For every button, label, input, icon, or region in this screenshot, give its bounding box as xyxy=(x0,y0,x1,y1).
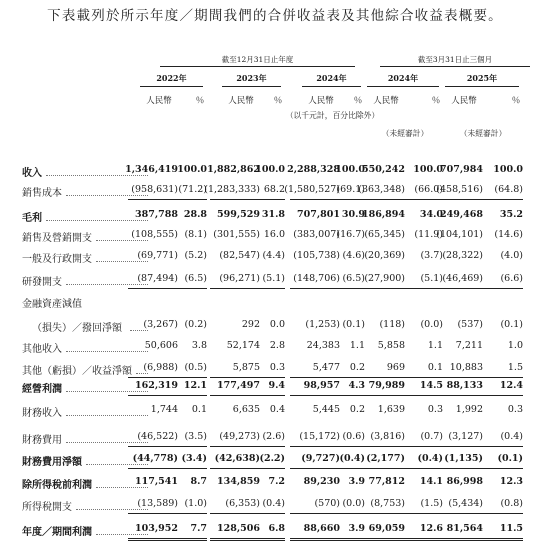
percent-cell: (69.1) xyxy=(336,184,365,195)
row-label: 經營利潤 xyxy=(22,384,62,395)
percent-cell: (4.6) xyxy=(342,250,365,261)
amount-cell: 599,529 xyxy=(217,209,260,220)
amount-cell: 24,383 xyxy=(306,340,340,351)
percent-cell: (16.7) xyxy=(336,229,365,240)
amount-cell: 88,660 xyxy=(303,523,340,534)
amount-cell: (27,900) xyxy=(364,273,405,284)
percent-cell: 1.5 xyxy=(507,362,523,373)
percent-cell: 0.3 xyxy=(269,362,285,373)
underline xyxy=(355,468,443,469)
amount-cell: 1,639 xyxy=(377,404,405,415)
percent-cell: 4.3 xyxy=(348,380,365,391)
percent-cell: (5.2) xyxy=(184,250,207,261)
underline xyxy=(433,446,523,447)
percent-cell: 14.5 xyxy=(419,380,443,391)
amount-cell: 162,319 xyxy=(135,380,178,391)
amount-cell: (1,283,333) xyxy=(204,184,260,195)
underline xyxy=(433,468,523,469)
amount-cell: (87,494) xyxy=(137,273,178,284)
double-underline xyxy=(128,538,207,541)
percent-cell: 100.0 xyxy=(177,164,207,175)
period-header-quarter: 截至3月31日止三個月 xyxy=(417,55,493,64)
unit-currency: 人民幣 xyxy=(451,96,477,106)
amount-cell: (15,172) xyxy=(299,431,340,442)
amount-cell: 52,174 xyxy=(226,340,260,351)
amount-cell: 186,894 xyxy=(362,209,405,220)
year-header: 2025年 xyxy=(466,73,498,83)
underline xyxy=(128,446,207,447)
percent-cell: 12.4 xyxy=(499,380,523,391)
amount-cell: 5,858 xyxy=(377,340,405,351)
amount-cell: 10,883 xyxy=(449,362,483,373)
amount-cell: 1,744 xyxy=(150,404,178,415)
year-header: 2023年 xyxy=(236,73,267,83)
amount-cell: (958,631) xyxy=(131,184,178,195)
amount-cell: 81,564 xyxy=(446,523,483,534)
percent-cell: (1.0) xyxy=(184,498,207,509)
percent-cell: (1.5) xyxy=(420,498,443,509)
year-underline xyxy=(140,86,203,87)
underline xyxy=(355,446,443,447)
amount-cell: (1,580,527) xyxy=(284,184,340,195)
year-header: 2022年 xyxy=(156,73,187,83)
row-label: 研發開支 xyxy=(22,277,62,288)
percent-cell: (5.1) xyxy=(420,273,443,284)
amount-cell: (9,727) xyxy=(301,453,340,464)
underline xyxy=(355,199,443,200)
percent-cell: 100.0 xyxy=(493,164,523,175)
underline xyxy=(128,199,207,200)
percent-cell: 16.0 xyxy=(263,229,285,240)
note-thousands: （以千元計，百分比除外） xyxy=(285,111,380,120)
percent-cell: (3.7) xyxy=(420,250,443,261)
amount-cell: (458,516) xyxy=(436,184,483,195)
underline xyxy=(128,395,207,396)
underline xyxy=(210,468,285,469)
amount-cell: 7,211 xyxy=(455,340,483,351)
percent-cell: (0.4) xyxy=(417,453,443,464)
double-underline xyxy=(355,538,443,541)
percent-cell: (4.0) xyxy=(500,250,523,261)
percent-cell: 0.1 xyxy=(427,362,443,373)
amount-cell: 1,346,419 xyxy=(125,164,178,175)
underline xyxy=(210,288,285,289)
underline xyxy=(290,468,365,469)
amount-cell: (96,271) xyxy=(219,273,260,284)
percent-cell: 31.8 xyxy=(261,209,285,220)
unit-percent: ％ xyxy=(273,96,283,106)
underline xyxy=(433,513,523,514)
amount-cell: (3,816) xyxy=(370,431,405,442)
amount-cell: 6,635 xyxy=(232,404,260,415)
double-underline xyxy=(290,538,365,541)
percent-cell: 0.0 xyxy=(269,319,285,330)
amount-cell: 707,801 xyxy=(297,209,340,220)
percent-cell: 1.0 xyxy=(507,340,523,351)
percent-cell: (2.2) xyxy=(259,453,285,464)
amount-cell: 86,998 xyxy=(446,476,483,487)
underline xyxy=(128,288,207,289)
percent-cell: 3.9 xyxy=(348,476,365,487)
unit-currency: 人民幣 xyxy=(146,96,172,106)
double-underline xyxy=(210,538,285,541)
amount-cell: (46,469) xyxy=(442,273,483,284)
percent-cell: 0.2 xyxy=(349,362,365,373)
percent-cell: 7.7 xyxy=(190,523,207,534)
amount-cell: 2,288,328 xyxy=(287,164,340,175)
percent-cell: 12.1 xyxy=(183,380,207,391)
period-header-annual: 截至12月31日止年度 xyxy=(221,55,294,64)
amount-cell: 1,992 xyxy=(455,404,483,415)
percent-cell: 12.6 xyxy=(419,523,443,534)
amount-cell: (49,273) xyxy=(219,431,260,442)
underline xyxy=(433,199,523,200)
underline xyxy=(355,377,443,378)
amount-cell: (570) xyxy=(314,498,340,509)
row-label: 毛利 xyxy=(22,213,42,224)
percent-cell: (14.6) xyxy=(494,229,523,240)
amount-cell: (6,353) xyxy=(225,498,260,509)
underline xyxy=(128,513,207,514)
amount-cell: (537) xyxy=(457,319,483,330)
percent-cell: 0.4 xyxy=(269,404,285,415)
underline xyxy=(210,199,285,200)
percent-cell: (0.7) xyxy=(420,431,443,442)
amount-cell: (104,101) xyxy=(436,229,483,240)
underline xyxy=(433,377,523,378)
percent-cell: (2.6) xyxy=(262,431,285,442)
percent-cell: 0.3 xyxy=(427,404,443,415)
percent-cell: 7.2 xyxy=(268,476,285,487)
amount-cell: 117,541 xyxy=(135,476,178,487)
underline xyxy=(290,395,365,396)
underline xyxy=(128,377,207,378)
amount-cell: (44,778) xyxy=(132,453,178,464)
note-unaudited-2024: （未經審計） xyxy=(381,129,429,138)
amount-cell: (5,434) xyxy=(448,498,483,509)
underline xyxy=(433,395,523,396)
row-label: 所得稅開支 xyxy=(22,502,72,513)
percent-cell: 30.9 xyxy=(341,209,365,220)
amount-cell: 387,788 xyxy=(135,209,178,220)
amount-cell: 128,506 xyxy=(217,523,260,534)
row-label: 其他（虧損）／收益淨額 xyxy=(22,366,132,377)
percent-cell: 12.3 xyxy=(499,476,523,487)
amount-cell: (6,988) xyxy=(143,362,178,373)
amount-cell: (46,522) xyxy=(137,431,178,442)
percent-cell: (0.0) xyxy=(420,319,443,330)
row-label: 其他收入 xyxy=(22,344,62,355)
underline xyxy=(290,377,365,378)
amount-cell: 134,859 xyxy=(217,476,260,487)
percent-cell: 1.1 xyxy=(427,340,443,351)
unit-percent: ％ xyxy=(195,96,205,106)
amount-cell: (65,345) xyxy=(364,229,405,240)
amount-cell: 707,984 xyxy=(440,164,483,175)
percent-cell: (0.8) xyxy=(500,498,523,509)
unit-currency: 人民幣 xyxy=(228,96,254,106)
row-label: 財務費用 xyxy=(22,435,62,446)
amount-cell: (1,135) xyxy=(444,453,483,464)
percent-cell: 3.8 xyxy=(191,340,207,351)
underline xyxy=(355,513,443,514)
underline xyxy=(128,468,207,469)
year-underline xyxy=(367,86,439,87)
underline xyxy=(210,513,285,514)
amount-cell: 177,497 xyxy=(217,380,260,391)
amount-cell: 5,445 xyxy=(312,404,340,415)
underline xyxy=(210,395,285,396)
amount-cell: 50,606 xyxy=(144,340,178,351)
unit-percent: ％ xyxy=(431,96,441,106)
percent-cell: (71.2) xyxy=(178,184,207,195)
percent-cell: 2.8 xyxy=(269,340,285,351)
percent-cell: (0.4) xyxy=(500,431,523,442)
row-label: 銷售及營銷開支 xyxy=(22,233,92,244)
underline xyxy=(290,446,365,447)
percent-cell: 34.0 xyxy=(419,209,443,220)
amount-cell: 249,468 xyxy=(440,209,483,220)
underline xyxy=(290,513,365,514)
year-header: 2024年 xyxy=(387,73,419,83)
row-label: 年度／期間利潤 xyxy=(22,527,92,538)
year-underline xyxy=(445,86,519,87)
percent-cell: (64.8) xyxy=(494,184,523,195)
underline xyxy=(210,377,285,378)
percent-cell: 68.2 xyxy=(263,184,285,195)
percent-cell: (6.5) xyxy=(184,273,207,284)
unit-percent: ％ xyxy=(511,96,521,106)
percent-cell: (11.9) xyxy=(414,229,443,240)
percent-cell: (4.4) xyxy=(262,250,285,261)
row-label: 收入 xyxy=(22,168,42,179)
percent-cell: 100.0 xyxy=(413,164,443,175)
row-label: 銷售成本 xyxy=(22,188,62,199)
amount-cell: 89,230 xyxy=(303,476,340,487)
percent-cell: (5.1) xyxy=(262,273,285,284)
unit-currency: 人民幣 xyxy=(308,96,334,106)
percent-cell: 11.5 xyxy=(499,523,523,534)
amount-cell: 5,875 xyxy=(232,362,260,373)
row-label: （損失）／撥回淨額 xyxy=(32,323,122,334)
amount-cell: (108,555) xyxy=(131,229,178,240)
row-label: 金融資產減值 xyxy=(22,299,82,310)
percent-cell: (0.1) xyxy=(500,319,523,330)
underline xyxy=(290,288,365,289)
percent-cell: 100.0 xyxy=(255,164,285,175)
amount-cell: 1,882,862 xyxy=(207,164,260,175)
percent-cell: 35.2 xyxy=(499,209,523,220)
percent-cell: 8.7 xyxy=(190,476,207,487)
percent-cell: (0.5) xyxy=(184,362,207,373)
percent-cell: (0.1) xyxy=(342,319,365,330)
percent-cell: (0.4) xyxy=(339,453,365,464)
amount-cell: (28,322) xyxy=(442,250,483,261)
year-header: 2024年 xyxy=(316,73,347,83)
percent-cell: (0.0) xyxy=(342,498,365,509)
percent-cell: 1.1 xyxy=(349,340,365,351)
percent-cell: 3.9 xyxy=(348,523,365,534)
percent-cell: 0.2 xyxy=(349,404,365,415)
period-underline-quarter xyxy=(380,66,530,67)
amount-cell: (2,177) xyxy=(366,453,405,464)
underline xyxy=(355,288,443,289)
percent-cell: (6.6) xyxy=(500,273,523,284)
amount-cell: (301,555) xyxy=(213,229,260,240)
amount-cell: (148,706) xyxy=(293,273,340,284)
amount-cell: (118) xyxy=(379,319,405,330)
amount-cell: 103,952 xyxy=(135,523,178,534)
amount-cell: 79,989 xyxy=(368,380,405,391)
percent-cell: (0.2) xyxy=(184,319,207,330)
amount-cell: (82,547) xyxy=(219,250,260,261)
amount-cell: (42,638) xyxy=(214,453,260,464)
year-underline xyxy=(302,86,361,87)
note-unaudited-2025: （未經審計） xyxy=(459,129,507,138)
percent-cell: (0.6) xyxy=(342,431,365,442)
underline xyxy=(355,395,443,396)
amount-cell: 69,059 xyxy=(368,523,405,534)
amount-cell: (8,753) xyxy=(370,498,405,509)
amount-cell: 88,133 xyxy=(446,380,483,391)
percent-cell: (0.4) xyxy=(262,498,285,509)
underline xyxy=(290,199,365,200)
amount-cell: 550,242 xyxy=(362,164,405,175)
amount-cell: (20,369) xyxy=(364,250,405,261)
percent-cell: 14.1 xyxy=(419,476,443,487)
period-underline-annual xyxy=(160,66,355,67)
underline xyxy=(433,288,523,289)
underline xyxy=(210,446,285,447)
percent-cell: (66.0) xyxy=(414,184,443,195)
amount-cell: 292 xyxy=(241,319,260,330)
percent-cell: 6.8 xyxy=(268,523,285,534)
percent-cell: 100.0 xyxy=(335,164,365,175)
percent-cell: 28.8 xyxy=(183,209,207,220)
percent-cell: (3.5) xyxy=(184,431,207,442)
year-underline xyxy=(222,86,281,87)
intro-text: 下表載列於所示年度／期間我們的合併收益表及其他綜合收益表概要。 xyxy=(47,8,503,24)
amount-cell: 5,477 xyxy=(312,362,340,373)
amount-cell: (363,348) xyxy=(358,184,405,195)
percent-cell: (8.1) xyxy=(184,229,207,240)
amount-cell: (3,127) xyxy=(448,431,483,442)
percent-cell: 0.3 xyxy=(507,404,523,415)
unit-currency: 人民幣 xyxy=(373,96,399,106)
amount-cell: 969 xyxy=(386,362,405,373)
unit-percent: ％ xyxy=(353,96,363,106)
amount-cell: 77,812 xyxy=(368,476,405,487)
percent-cell: (6.5) xyxy=(342,273,365,284)
percent-cell: 0.1 xyxy=(191,404,207,415)
percent-cell: (3.4) xyxy=(181,453,207,464)
amount-cell: (383,007) xyxy=(293,229,340,240)
row-label: 財務收入 xyxy=(22,408,62,419)
amount-cell: (13,589) xyxy=(137,498,178,509)
amount-cell: (3,267) xyxy=(143,319,178,330)
amount-cell: (105,738) xyxy=(293,250,340,261)
row-label: 財務費用淨額 xyxy=(22,457,82,468)
row-label: 一般及行政開支 xyxy=(22,254,92,265)
percent-cell: (0.1) xyxy=(497,453,523,464)
double-underline xyxy=(433,538,523,541)
row-label: 除所得稅前利潤 xyxy=(22,480,92,491)
percent-cell: 9.4 xyxy=(268,380,285,391)
amount-cell: (1,253) xyxy=(305,319,340,330)
amount-cell: 98,957 xyxy=(303,380,340,391)
amount-cell: (69,771) xyxy=(137,250,178,261)
